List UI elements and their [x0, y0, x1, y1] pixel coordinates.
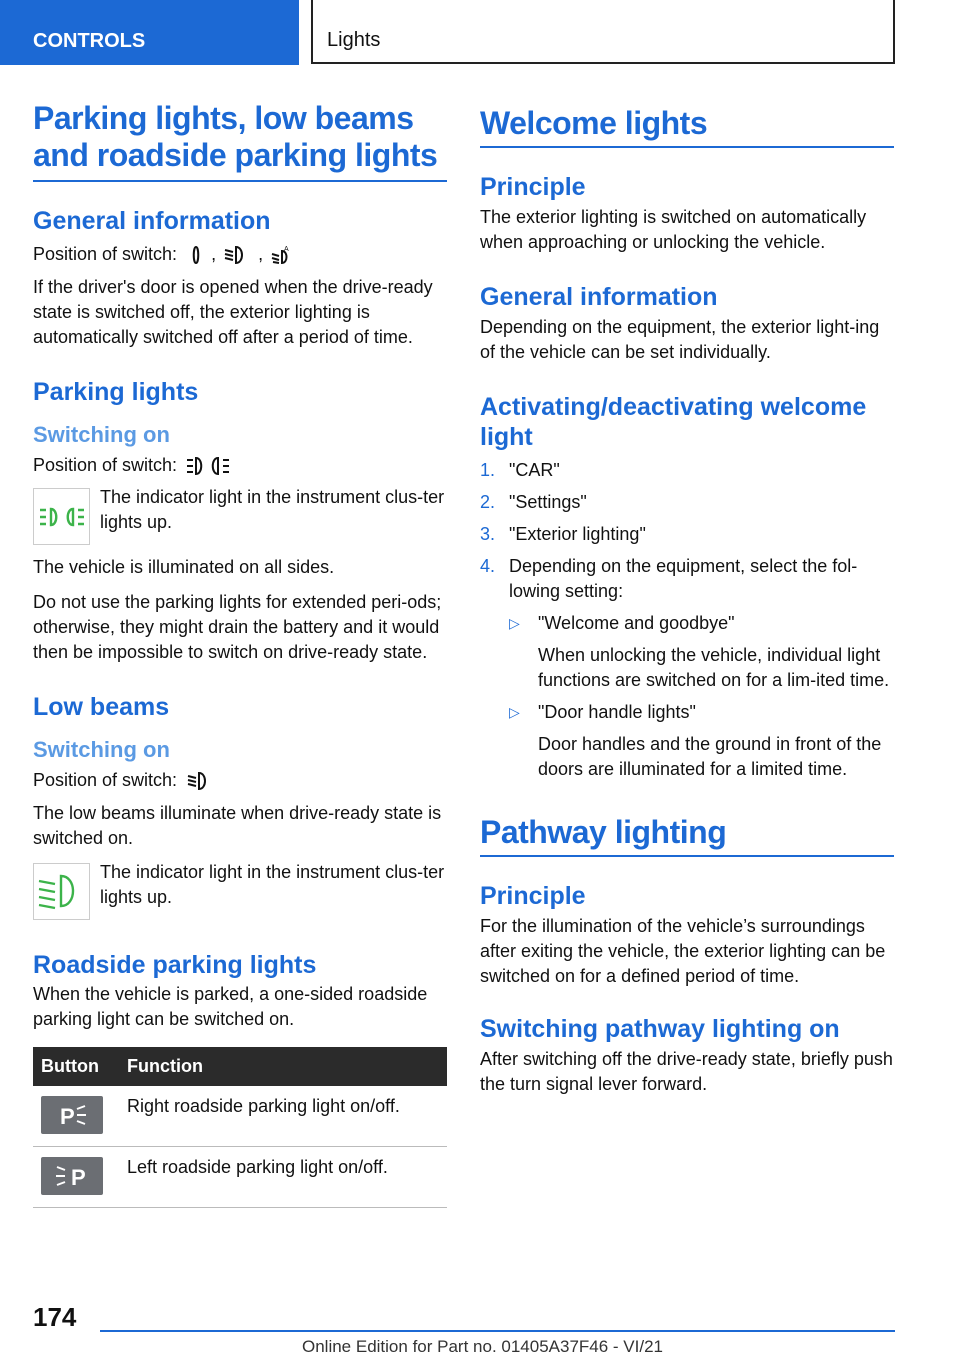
path-switch-heading: Switching pathway lighting on [480, 1015, 840, 1043]
table-cell: Right roadside parking light on/off. [119, 1086, 447, 1147]
lights-off-icon [185, 244, 207, 266]
path-principle-paragraph: For the illumination of the vehicle’s surroundings after exiting the vehicle, the exterior lighting can be switched on for a defined period of time. [480, 916, 886, 986]
general-heading: General information [480, 283, 718, 311]
options-list [509, 611, 894, 782]
left-parking-p-icon [41, 1157, 103, 1195]
table-cell: Left roadside parking light on/off. [119, 1147, 447, 1208]
right-parking-p-icon [41, 1096, 103, 1134]
column-header: Function [119, 1047, 447, 1086]
triangle-bullet-icon: ▷ [509, 615, 520, 631]
principle-heading: Principle [480, 173, 586, 201]
low-beams-heading: Low beams [33, 693, 170, 721]
parking-light-icon [185, 455, 233, 477]
list-item: ▷ "Welcome and goodbye" When unlocking the vehicle, individual light functions are switched on for a lim-ited time. [509, 611, 894, 693]
parking-switch-line [33, 453, 447, 478]
low-beams-switching-on-heading: Switching on [33, 737, 170, 762]
table-row [33, 1147, 447, 1208]
switch-label: Position of switch: [33, 455, 178, 475]
low-beams-paragraph: The low beams illuminate when drive-ready state is switched on. [33, 803, 442, 848]
auto-light-icon [269, 244, 295, 266]
pathway-title: Pathway lighting [480, 814, 727, 850]
indicator-text: The indicator light in the instrument clus-ter lights up. [100, 862, 445, 907]
list-item: 4. Depending on the equipment, select the fol-lowing setting: [480, 556, 858, 601]
indicator-image [33, 488, 90, 545]
list-item: 1. "CAR" [480, 460, 560, 480]
section-tab [0, 0, 299, 65]
column-header: Button [33, 1047, 119, 1086]
section-label: CONTROLS [33, 30, 146, 52]
list-item: 3. "Exterior lighting" [480, 524, 646, 544]
low-beam-icon [185, 770, 215, 792]
edition-text: Online Edition for Part no. 01405A37F46 - VI/21 [302, 1337, 664, 1356]
parking-switching-on-heading: Switching on [33, 422, 170, 447]
triangle-bullet-icon: ▷ [509, 704, 520, 720]
low-beam-icon [222, 244, 252, 266]
indicator-text: The indicator light in the instrument clus-ter lights up. [100, 487, 445, 532]
left-roadside-button [41, 1157, 103, 1195]
parking-heading: Parking lights [33, 378, 199, 406]
parking-indicator-note [33, 488, 447, 545]
path-principle-heading: Principle [480, 882, 586, 910]
roadside-heading: Roadside parking lights [33, 951, 317, 979]
topic-tab [311, 0, 895, 64]
footer-rule [100, 1330, 895, 1332]
svg-text:A: A [284, 245, 289, 253]
parking-paragraph-1: The vehicle is illuminated on all sides. [33, 557, 335, 577]
switch-label: Position of switch: [33, 770, 178, 790]
list-item: ▷ "Door handle lights" Door handles and the ground in front of the doors are illuminated for a limited time. [509, 700, 894, 782]
right-roadside-button [41, 1096, 103, 1134]
right-column [480, 100, 894, 1097]
low-beam-indicator-icon [34, 864, 89, 919]
svg-text:P: P [71, 1165, 86, 1190]
general-paragraph: Depending on the equipment, the exterior light-ing of the vehicle can be set individually. [480, 317, 880, 362]
general-switch-line [33, 242, 447, 267]
parking-paragraph-2: Do not use the parking lights for extended peri-ods; otherwise, they might drain the battery and it would then be impossible to switch on drive-ready state. [33, 592, 442, 662]
general-heading: General information [33, 207, 271, 235]
roadside-paragraph: When the vehicle is parked, a one-sided roadside parking light can be switched on. [33, 984, 428, 1029]
table-header-row [33, 1047, 447, 1086]
table-row [33, 1086, 447, 1147]
parking-indicator-icon [34, 489, 89, 544]
svg-text:P: P [60, 1104, 75, 1129]
activating-heading: Activating/deactivating welcome light [480, 393, 867, 451]
separator: , [258, 244, 264, 264]
path-switch-paragraph: After switching off the drive-ready state, briefly push the turn signal lever forward. [480, 1049, 893, 1094]
general-paragraph: If the driver's door is opened when the drive-ready state is switched off, the exterior lighting is automatically switched off after a period of time. [33, 277, 433, 347]
left-column [33, 100, 447, 1208]
welcome-lights-title: Welcome lights [480, 105, 708, 141]
separator: , [211, 244, 217, 264]
switch-label: Position of switch: [33, 244, 178, 264]
page-number: 174 [33, 1302, 77, 1332]
steps-list [480, 458, 894, 604]
roadside-table [33, 1047, 447, 1208]
list-item: 2. "Settings" [480, 492, 587, 512]
low-beams-switch-line [33, 768, 447, 793]
principle-paragraph: The exterior lighting is switched on automatically when approaching or unlocking the vehicle. [480, 207, 867, 252]
indicator-image [33, 863, 90, 920]
page-title: Parking lights, low beams and roadside parking lights [33, 100, 438, 173]
low-beams-indicator-note [33, 863, 447, 920]
topic-label: Lights [327, 29, 381, 51]
